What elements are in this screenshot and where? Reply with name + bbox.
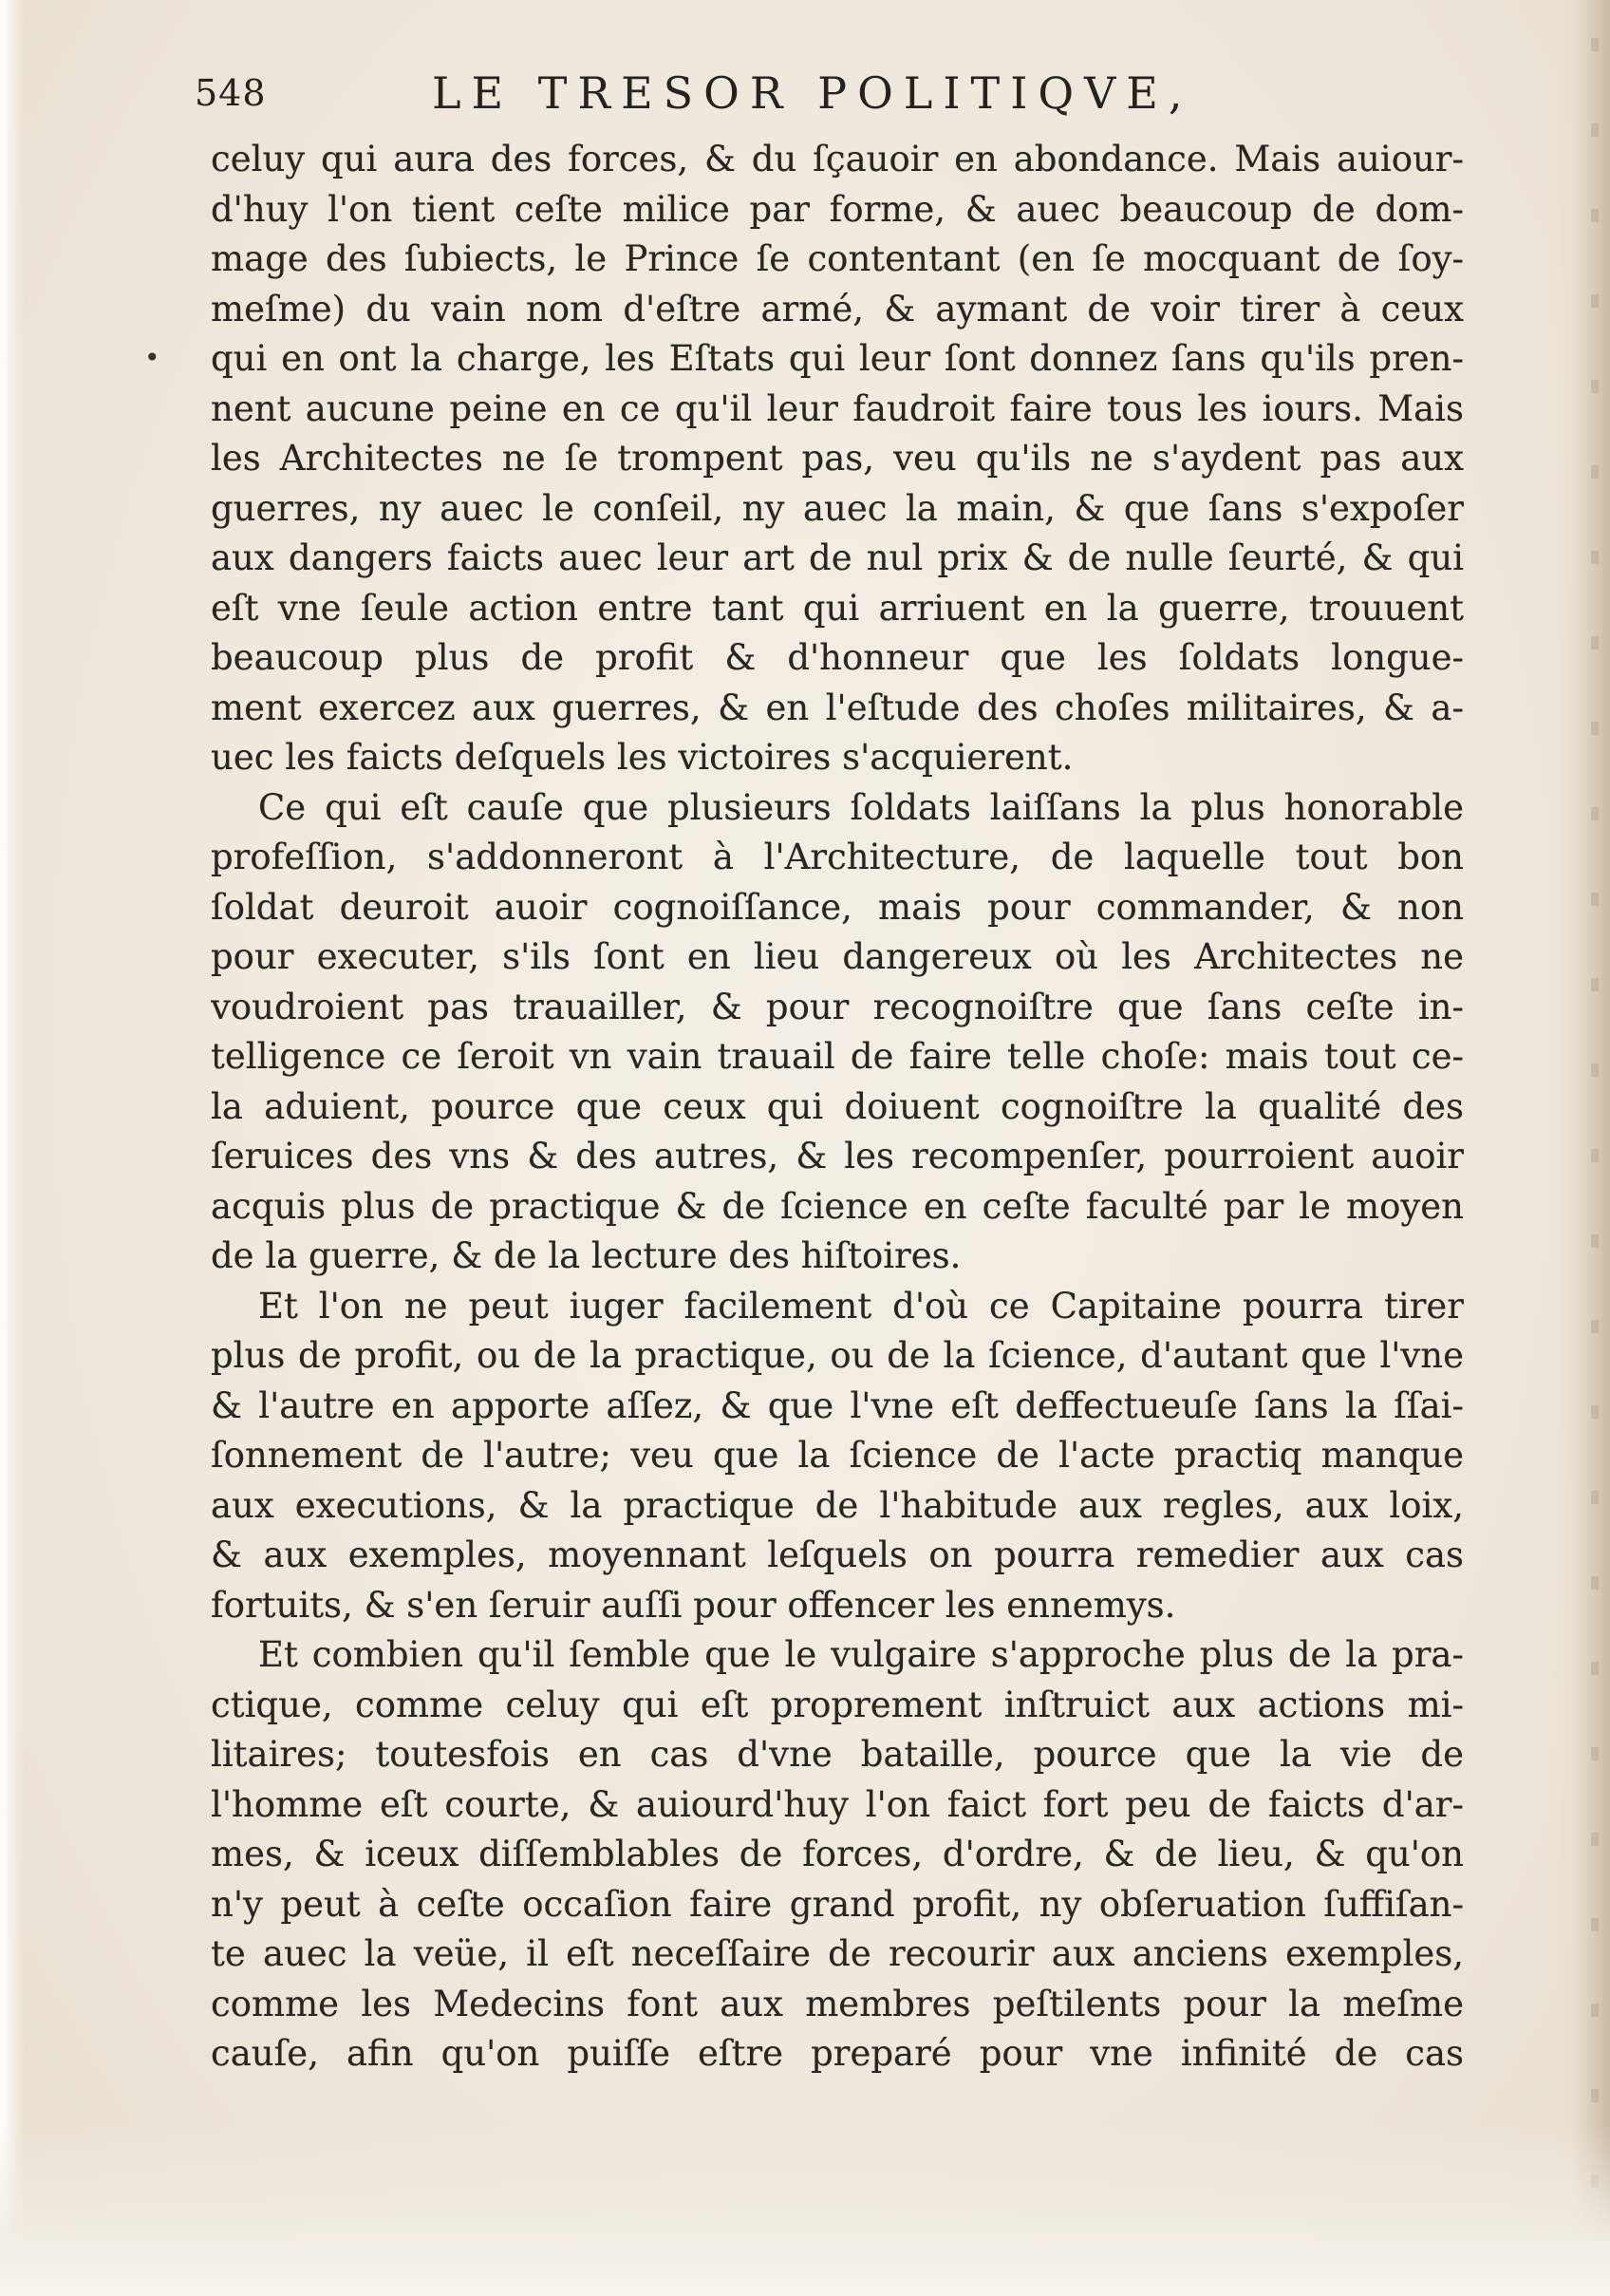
paragraph-start-line: Ce qui eſt cauſe que plusieurs ſoldats laiſſans la plus honorable [258, 786, 1464, 828]
text-line: ſoldat deuroit auoir cognoiſſance, mais pour commander, & non [211, 886, 1464, 928]
text-line: la aduient, pource que ceux qui doiuent cognoiſtre la qualité des [211, 1085, 1464, 1127]
text-line: mage des ſubiects, le Prince ſe contentant (en ſe mocquant de ſoy- [211, 238, 1464, 279]
text-line: beaucoup plus de profit & d'honneur que les ſoldats longue- [211, 637, 1464, 678]
text-line: plus de profit, ou de la practique, ou de la ſcience, d'autant que l'vne [211, 1335, 1464, 1376]
text-line: meſme) du vain nom d'eſtre armé, & aymant de voir tirer à ceux [211, 288, 1464, 329]
text-line: acquis plus de practique & de ſcience en ceſte faculté par le moyen [211, 1185, 1464, 1227]
text-line: cauſe, afin qu'on puiſſe eſtre preparé pour vne infinité de cas [211, 2033, 1464, 2074]
text-line: n'y peut à ceſte occaſion faire grand profit, ny obſeruation ſuffiſan- [211, 1883, 1464, 1925]
text-line: eſt vne ſeule action entre tant qui arriuent en la guerre, trouuent [211, 587, 1464, 629]
text-line: pour executer, s'ils ſont en lieu dangereux où les Architectes ne [211, 936, 1464, 977]
page-bottom-margin [0, 2125, 1610, 2296]
paragraph-end-line: de la guerre, & de la lecture des hiſtoires. [211, 1235, 962, 1276]
text-line: ſonnement de l'autre; veu que la ſcience de l'acte practiq manque [211, 1435, 1464, 1476]
text-line: litaires; toutesfois en cas d'vne bataille, pource que la vie de [211, 1734, 1464, 1775]
running-title: LE TRESOR POLITIQVE, [432, 67, 1193, 119]
text-line: d'huy l'on tient ceſte milice par forme, & auec beaucoup de dom- [211, 188, 1464, 230]
page-edge-shadow [1553, 0, 1610, 2296]
text-line: aux executions, & la practique de l'habitude aux regles, aux loix, [211, 1484, 1464, 1526]
text-line: & aux exemples, moyennant leſquels on pourra remedier aux cas [211, 1534, 1464, 1575]
body-text [211, 135, 1464, 2080]
page-edge-marks [1591, 38, 1599, 2222]
text-line: & l'autre en apporte aſſez, & que l'vne eſt deffectueuſe ſans la ſſai- [211, 1384, 1464, 1426]
text-line: nent aucune peine en ce qu'il leur faudroit faire tous les iours. Mais [211, 387, 1464, 429]
marginal-mark: • [144, 342, 160, 373]
running-head [195, 65, 1524, 122]
text-line: ment exercez aux guerres, & en l'eſtude des choſes militaires, & a- [211, 687, 1464, 728]
page-gutter-shadow [0, 0, 25, 2296]
text-line: les Architectes ne ſe trompent pas, veu qu'ils ne s'aydent pas aux [211, 438, 1464, 479]
page-number: 548 [195, 72, 267, 114]
text-line: comme les Medecins font aux membres peſtilents pour la meſme [211, 1983, 1464, 2024]
text-line: l'homme eſt courte, & auiourd'huy l'on faict fort peu de faicts d'ar- [211, 1783, 1464, 1825]
paragraph-start-line: Et combien qu'il ſemble que le vulgaire s'approche plus de la pra- [258, 1634, 1464, 1675]
text-line: profeſſion, s'addonneront à l'Architecture, de laquelle tout bon [211, 837, 1464, 877]
text-line: aux dangers faicts auec leur art de nul prix & de nulle ſeurté, & qui [211, 537, 1464, 578]
text-line: voudroient pas trauailler, & pour recognoiſtre que ſans ceſte in- [211, 986, 1464, 1027]
paragraph-start-line: Et l'on ne peut iuger facilement d'où ce Capitaine pourra tirer [258, 1285, 1464, 1327]
text-line: qui en ont la charge, les Eſtats qui leur ſont donnez ſans qu'ils pren- [211, 338, 1464, 379]
text-line: ſeruices des vns & des autres, & les recompenſer, pourroient auoir [211, 1136, 1464, 1176]
text-line: ctique, comme celuy qui eſt proprement inſtruict aux actions mi- [211, 1684, 1464, 1725]
text-line: mes, & iceux diſſemblables de forces, d'ordre, & de lieu, & qu'on [211, 1834, 1464, 1874]
text-line: telligence ce ſeroit vn vain trauail de faire telle choſe: mais tout ce- [211, 1036, 1464, 1077]
paragraph-end-line: fortuits, & s'en ſeruir auſſi pour offencer les ennemys. [211, 1584, 1176, 1626]
text-line: guerres, ny auec le conſeil, ny auec la main, & que ſans s'expoſer [211, 487, 1464, 529]
text-line: te auec la veüe, il eſt neceſſaire de recourir aux anciens exemples, [211, 1933, 1464, 1974]
text-line: celuy qui aura des forces, & du ſçauoir en abondance. Mais auiour- [211, 139, 1464, 179]
paragraph-end-line: uec les faicts deſquels les victoires s'acquierent. [211, 737, 1074, 778]
